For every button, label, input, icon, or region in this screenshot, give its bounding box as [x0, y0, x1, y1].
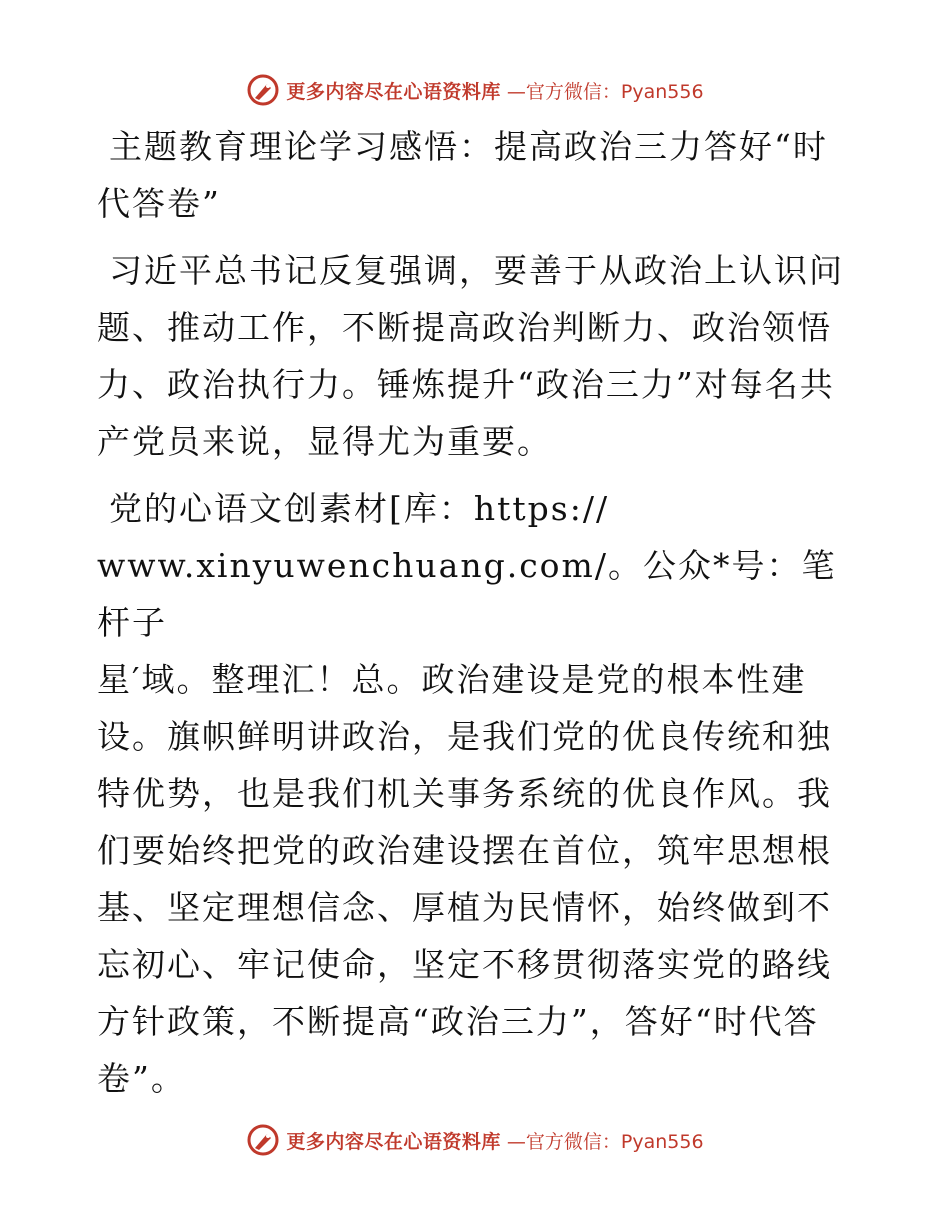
pen-nib-logo-icon	[246, 1123, 280, 1157]
pen-nib-logo-icon	[246, 73, 280, 107]
document-body	[97, 118, 857, 1107]
header-banner-inner	[246, 73, 703, 107]
footer-banner-slogan: 更多内容尽在心语资料库	[286, 1130, 501, 1153]
paragraph-2-body: 星′域。整理汇！总。政治建设是党的根本性建设。旗帜鲜明讲政治，是我们党的优良传统和独特优势，也是我们机关事务系统的优良作风。我们要始终把党的政治建设摆在首位，筑牢思想根基、坚定理想信念、厚植为民情怀，始终做到不忘初心、牢记使命，坚定不移贯彻落实党的路线方针政策，不断提高“政治三力”，答好“时代答卷”。	[97, 660, 832, 1098]
document-title: 主题教育理论学习感悟：提高政治三力答好“时代答卷”	[97, 127, 828, 223]
header-banner-slogan: 更多内容尽在心语资料库	[286, 80, 501, 103]
paragraph-1: 习近平总书记反复强调，要善于从政治上认识问题、推动工作，不断提高政治判断力、政治领悟力、政治执行力。锤炼提升“政治三力”对每名共产党员来说，显得尤为重要。	[97, 251, 844, 461]
paragraph-2-line-1: 党的心语文创素材[库：https://	[109, 489, 610, 528]
header-banner	[0, 70, 950, 110]
footer-banner-inner	[246, 1123, 703, 1157]
footer-banner	[0, 1120, 950, 1160]
paragraph-2-line-2: www.xinyuwenchuang.com/。公众*号：笔杆子	[97, 546, 837, 642]
footer-banner-contact: —官方微信：Pyan556	[506, 1130, 704, 1153]
header-banner-contact: —官方微信：Pyan556	[506, 80, 704, 103]
